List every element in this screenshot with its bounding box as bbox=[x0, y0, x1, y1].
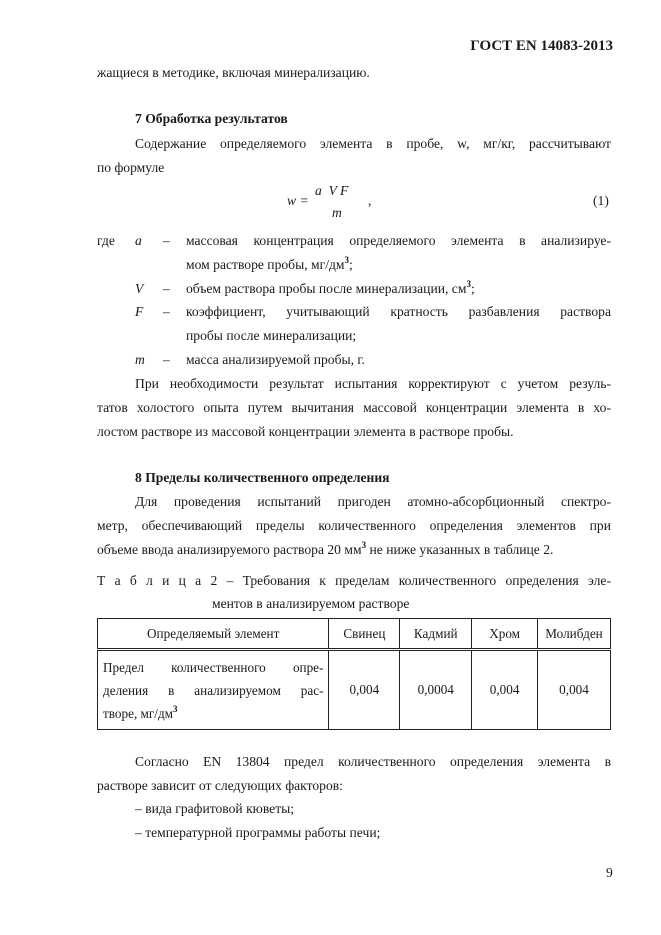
def-symbol-v: V bbox=[135, 281, 144, 296]
header-lead: Свинец bbox=[329, 619, 400, 650]
table-row bbox=[98, 650, 611, 730]
value-molybdenum: 0,004 bbox=[538, 650, 611, 730]
def-a-line2-end: ; bbox=[349, 257, 353, 272]
row-label-line2: деления в анализируемом рас- bbox=[103, 682, 324, 698]
section8-title: 8 Пределы количественного определения bbox=[135, 470, 390, 485]
section7-title: 7 Обработка результатов bbox=[135, 111, 288, 126]
formula-denominator: m bbox=[332, 205, 342, 220]
def-symbol-f: F bbox=[135, 304, 144, 319]
list-item: – температурной программы работы печи; bbox=[135, 825, 381, 840]
intro-line: жащиеся в методике, включая минерализацию. bbox=[97, 65, 370, 80]
def-dash: – bbox=[163, 281, 170, 296]
note-line1: При необходимости результат испытания корректируют с учетом резуль- bbox=[135, 376, 611, 391]
def-f-line2: пробы после минерализации; bbox=[186, 328, 357, 343]
def-v-line1-text: объем раствора пробы после минерализации, см bbox=[186, 281, 467, 296]
note-line2: татов холостого опыта путем вычитания массовой концентрации элемента в хо- bbox=[97, 400, 611, 415]
table-header-row bbox=[98, 619, 611, 650]
value-lead: 0,004 bbox=[329, 650, 400, 730]
def-m-line1: масса анализируемой пробы, г. bbox=[186, 352, 365, 367]
equation-number: (1) bbox=[593, 193, 609, 208]
header-cadmium: Кадмий bbox=[400, 619, 472, 650]
section8-para-line2: метр, обеспечивающий пределы количественного определения элементов при bbox=[97, 518, 611, 533]
def-a-line1: массовая концентрация определяемого элемента в анализируе- bbox=[186, 233, 611, 248]
def-f-line1: коэффициент, учитывающий кратность разбавления раствора bbox=[186, 304, 611, 319]
header-element: Определяемый элемент bbox=[98, 619, 329, 650]
section8-para-line3 bbox=[97, 542, 553, 558]
def-v-line1 bbox=[186, 281, 475, 297]
after-table-line2: растворе зависит от следующих факторов: bbox=[97, 778, 343, 793]
formula-numerator: a V F bbox=[315, 183, 349, 198]
where-word: где bbox=[97, 233, 115, 248]
header-molybdenum: Молибден bbox=[538, 619, 611, 650]
table-caption-line2: ментов в анализируемом растворе bbox=[212, 596, 410, 611]
table-caption-line1: Т а б л и ц а 2 – Требования к пределам количественного определения эле- bbox=[97, 573, 611, 588]
section7-para-line1: Содержание определяемого элемента в пробе, w, мг/кг, рассчитывают bbox=[135, 136, 611, 151]
def-symbol-a: a bbox=[135, 233, 142, 248]
value-cadmium: 0,0004 bbox=[400, 650, 472, 730]
def-dash: – bbox=[163, 233, 170, 248]
header-chromium: Хром bbox=[472, 619, 538, 650]
detection-limits-table bbox=[97, 618, 611, 730]
def-v-line1-end: ; bbox=[470, 281, 475, 296]
after-table-line1: Согласно EN 13804 предел количественного определения элемента в bbox=[135, 754, 611, 769]
def-symbol-m: m bbox=[135, 352, 145, 367]
def-a-line2 bbox=[186, 257, 353, 273]
def-dash: – bbox=[163, 352, 170, 367]
row-label-line3-text: творе, мг/дм bbox=[103, 705, 174, 721]
section7-para-line2: по формуле bbox=[97, 160, 165, 175]
row-label-line1: Предел количественного опре- bbox=[103, 659, 324, 675]
superscript: 3 bbox=[173, 703, 178, 714]
row-label bbox=[98, 650, 329, 730]
section8-para-line3-end: не ниже указанных в таблице 2. bbox=[366, 542, 554, 557]
formula-comma: , bbox=[368, 193, 372, 208]
document-code-header: ГОСТ EN 14083-2013 bbox=[470, 38, 613, 54]
section8-para-line3-text: объеме ввода анализируемого раствора 20 мм bbox=[97, 542, 362, 557]
value-chromium: 0,004 bbox=[472, 650, 538, 730]
list-item: – вида графитовой кюветы; bbox=[135, 801, 295, 816]
page-number: 9 bbox=[606, 865, 613, 880]
def-dash: – bbox=[163, 304, 170, 319]
row-label-line3 bbox=[103, 702, 323, 725]
formula-lhs: w = bbox=[287, 193, 309, 208]
superscript: 3 bbox=[344, 255, 349, 265]
def-a-line2-text: мом растворе пробы, мг/дм bbox=[186, 257, 345, 272]
superscript: 3 bbox=[466, 279, 471, 289]
note-line3: лостом растворе из массовой концентрации элемента в растворе пробы. bbox=[97, 424, 514, 439]
superscript: 3 bbox=[361, 540, 367, 550]
section8-para-line1: Для проведения испытаний пригоден атомно-абсорбционный спектро- bbox=[135, 494, 611, 509]
